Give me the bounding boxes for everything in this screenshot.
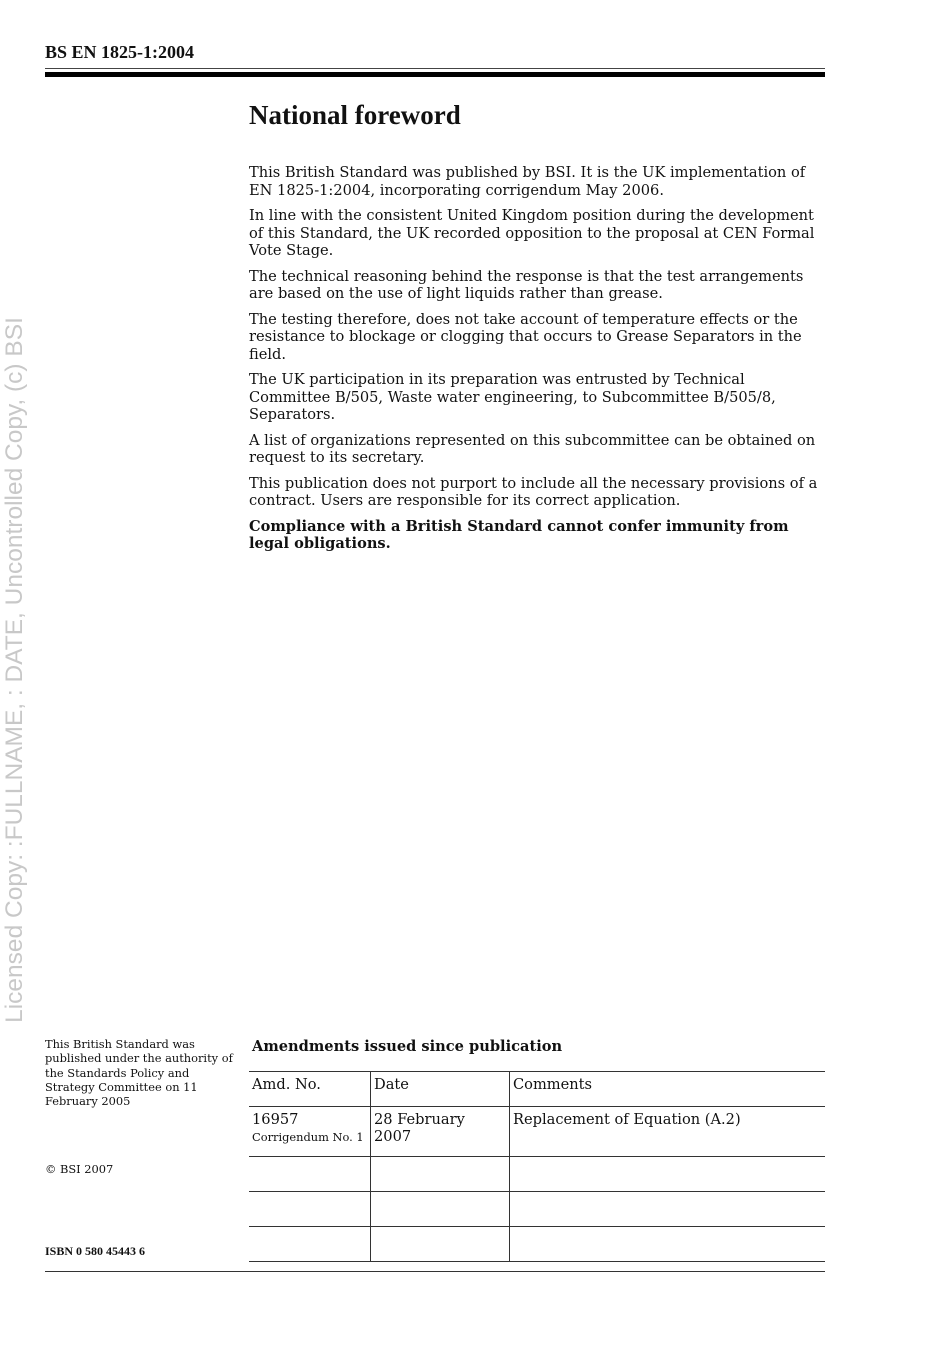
amendments-heading: Amendments issued since publication [252, 1038, 563, 1055]
table-header-row [249, 1072, 825, 1107]
paragraph: This British Standard was published by BSI. It is the UK implementation of EN 1825-1:2004, incorporating corrigendum May 2006. [249, 164, 806, 199]
table-row-empty [249, 1192, 825, 1227]
column-header-amd-no: Amd. No. [249, 1072, 371, 1107]
comments-cell: Replacement of Equation (A.2) [510, 1107, 826, 1157]
table-row-empty [249, 1157, 825, 1192]
amd-no-cell [249, 1107, 371, 1157]
footer-rule [45, 1271, 825, 1272]
compliance-statement: Compliance with a British Standard cannot confer immunity from legal obligations. [249, 517, 789, 552]
copyright: © BSI 2007 [45, 1162, 114, 1176]
column-header-date: Date [371, 1072, 510, 1107]
paragraph: A list of organizations represented on this subcommittee can be obtained on request to its secretary. [249, 431, 816, 466]
document-code: BS EN 1825-1:2004 [45, 42, 195, 62]
amd-no: 16957 [252, 1111, 299, 1128]
paragraph: This publication does not purport to include all the necessary provisions of a contract. Users are responsible for its correct application. [249, 474, 818, 509]
header-rule-thick [45, 72, 825, 77]
foreword-body [249, 164, 827, 561]
page-title: National foreword [249, 100, 461, 130]
isbn: ISBN 0 580 45443 6 [45, 1244, 146, 1258]
table-row-empty [249, 1227, 825, 1262]
paragraph: The testing therefore, does not take account of temperature effects or the resistance to blockage or clogging that occurs to Grease Separators in the field. [249, 310, 802, 363]
amendments-table [249, 1071, 825, 1262]
column-header-comments: Comments [510, 1072, 826, 1107]
paragraph: The UK participation in its preparation was entrusted by Technical Committee B/505, Waste water engineering, to Subcommittee B/505/8, Separators. [249, 371, 776, 423]
publication-authority-note: This British Standard was published under the authority of the Standards Policy and Strategy Committee on 11 February 2005 [45, 1037, 233, 1109]
paragraph: In line with the consistent United Kingdom position during the development of this Standard, the UK recorded opposition to the proposal at CEN Formal Vote Stage. [249, 207, 815, 259]
watermark: Licensed Copy: :FULLNAME, : DATE, Uncontrolled Copy, (c) BSI [1, 317, 28, 1023]
date-cell: 28 February 2007 [371, 1107, 510, 1157]
table-row [249, 1107, 825, 1157]
paragraph: The technical reasoning behind the response is that the test arrangements are based on the use of light liquids rather than grease. [249, 267, 804, 302]
header-rule-thin [45, 68, 825, 69]
amd-note: Corrigendum No. 1 [252, 1130, 364, 1144]
